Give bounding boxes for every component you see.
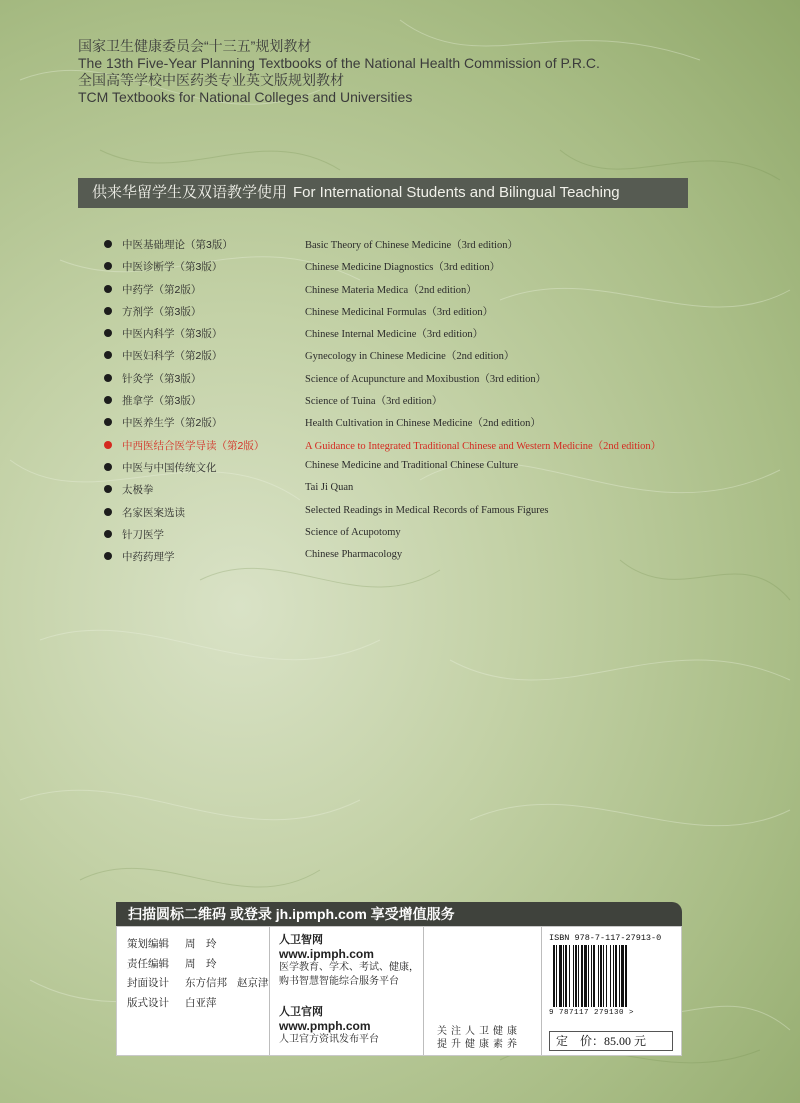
- barcode-bar: [593, 945, 595, 1007]
- divider: [423, 927, 424, 1055]
- book-list-item: [104, 524, 704, 546]
- book-title-zh: 中医养生学（第2版）: [122, 417, 223, 430]
- barcode-bar: [603, 945, 604, 1007]
- site-pmph: [279, 1005, 379, 1047]
- info-body: [116, 926, 682, 1056]
- barcode-bar: [610, 945, 611, 1007]
- audience-banner: [78, 178, 688, 208]
- book-title-zh: 中西医结合医学导读（第2版）: [122, 439, 265, 452]
- book-title-en: Chinese Medicinal Formulas（3rd edition）: [305, 306, 494, 318]
- price: 定 价：85.00 元: [549, 1031, 673, 1051]
- book-list-item: [104, 479, 704, 501]
- book-title-zh: 方剂学（第3版）: [122, 305, 202, 318]
- bullet-icon: [104, 396, 112, 404]
- barcode-bar: [575, 945, 577, 1007]
- follow-line: 提升健康素养: [437, 1039, 521, 1050]
- book-list-item: [104, 256, 704, 278]
- book-title-en: Chinese Medicine and Traditional Chinese Culture: [305, 459, 519, 471]
- credit-name: 东方信邦: [185, 977, 227, 989]
- book-list-item: [104, 502, 704, 524]
- credit-role: 封面设计: [127, 977, 169, 989]
- book-title-zh: 中医妇科学（第2版）: [122, 350, 223, 363]
- barcode-bar: [600, 945, 602, 1007]
- credit-role: 策划编辑: [127, 938, 169, 950]
- book-title-en: Selected Readings in Medical Records of Famous Figures: [305, 504, 549, 516]
- series-title-zh: 国家卫生健康委员会“十三五”规划教材: [78, 38, 312, 54]
- book-title-zh: 名家医案选读: [122, 506, 185, 519]
- book-list-item: [104, 390, 704, 412]
- series-subtitle-en: TCM Textbooks for National Colleges and Universities: [78, 89, 413, 105]
- book-title-zh: 中药学（第2版）: [122, 283, 202, 296]
- barcode-bar: [573, 945, 574, 1007]
- book-title-zh: 中药药理学: [122, 551, 175, 564]
- follow-line: 关注人卫健康: [437, 1026, 521, 1037]
- book-list-item: [104, 412, 704, 434]
- barcode-bar: [588, 945, 589, 1007]
- divider: [541, 927, 542, 1055]
- barcode-bar: [581, 945, 583, 1007]
- series-header: [78, 38, 600, 106]
- bullet-icon: [104, 351, 112, 359]
- book-title-en: Basic Theory of Chinese Medicine（3rd edition）: [305, 240, 518, 251]
- bullet-icon: [104, 463, 112, 471]
- book-title-en: Chinese Pharmacology: [305, 549, 403, 561]
- book-title-en: A Guidance to Integrated Traditional Chinese and Western Medicine（2nd edition）: [305, 440, 662, 452]
- barcode-bar: [584, 945, 587, 1007]
- barcode-bar: [619, 945, 620, 1007]
- site-url[interactable]: www.ipmph.com: [279, 947, 374, 961]
- bullet-icon: [104, 285, 112, 293]
- follow-slogan: [437, 1025, 521, 1051]
- book-title-zh: 中医与中国传统文化: [122, 461, 217, 474]
- barcode-bar: [553, 945, 555, 1007]
- book-title-en: Science of Acupuncture and Moxibustion（3rd edition）: [305, 373, 547, 385]
- credit-role: 版式设计: [127, 996, 169, 1009]
- series-title-en: The 13th Five-Year Planning Textbooks of the National Health Commission of P.R.C.: [78, 55, 600, 71]
- site-url[interactable]: www.pmph.com: [279, 1019, 371, 1033]
- bullet-icon: [104, 530, 112, 538]
- credit-row: [127, 955, 279, 975]
- book-list: [104, 234, 704, 568]
- book-title-en: Gynecology in Chinese Medicine（2nd edition）: [305, 351, 515, 363]
- bullet-icon: [104, 552, 112, 560]
- site-brand: 人卫智网: [279, 934, 323, 946]
- barcode-bar: [565, 945, 567, 1007]
- book-list-item: [104, 457, 704, 479]
- site-desc: 医学教育、学术、考试、健康，: [279, 962, 419, 973]
- barcode-bar: [606, 945, 607, 1007]
- barcode-digits: 9 787117 279130 >: [549, 1009, 635, 1017]
- credits: [127, 935, 279, 1013]
- book-list-item: [104, 435, 704, 457]
- barcode-bar: [591, 945, 592, 1007]
- barcode-bar: [559, 945, 562, 1007]
- credit-row: [127, 974, 279, 994]
- book-title-zh: 太极拳: [122, 484, 154, 497]
- book-title-zh: 中医诊断学（第3版）: [122, 261, 223, 274]
- barcode-bar: [621, 945, 624, 1007]
- audience-zh: 供来华留学生及双语教学使用: [92, 184, 288, 201]
- barcode-area: [549, 933, 675, 1017]
- site-desc: 人卫官方资讯发布平台: [279, 1034, 379, 1045]
- book-list-item: [104, 345, 704, 367]
- barcode-bar: [615, 945, 617, 1007]
- book-list-item: [104, 323, 704, 345]
- book-title-zh: 针灸学（第3版）: [122, 372, 202, 385]
- bullet-icon: [104, 508, 112, 516]
- book-title-zh: 推拿学（第3版）: [122, 395, 202, 408]
- bullet-icon: [104, 307, 112, 315]
- site-brand: 人卫官网: [279, 1006, 323, 1018]
- book-title-en: Science of Acupotomy: [305, 526, 401, 538]
- credit-role: 责任编辑: [127, 957, 169, 970]
- bullet-icon: [104, 485, 112, 493]
- book-title-en: Chinese Materia Medica（2nd edition）: [305, 284, 477, 296]
- book-list-item: [104, 368, 704, 390]
- bullet-icon: [104, 441, 112, 449]
- credit-name: 周 玲: [185, 938, 217, 950]
- credit-name: 白亚萍: [185, 996, 217, 1009]
- book-title-en: Tai Ji Quan: [305, 482, 354, 494]
- book-title-zh: 针刀医学: [122, 528, 164, 541]
- barcode-bar: [613, 945, 614, 1007]
- book-title-en: Chinese Medicine Diagnostics（3rd edition）: [305, 262, 501, 274]
- site-ipmph: [279, 933, 419, 989]
- book-list-item: [104, 234, 704, 256]
- divider: [269, 927, 270, 1055]
- book-title-en: Chinese Internal Medicine（3rd edition）: [305, 329, 484, 341]
- book-title-en: Science of Tuina（3rd edition）: [305, 396, 443, 408]
- series-subtitle-zh: 全国高等学校中医药类专业英文版规划教材: [78, 72, 344, 88]
- book-title-zh: 中医内科学（第3版）: [122, 328, 223, 341]
- bullet-icon: [104, 329, 112, 337]
- qr-banner: 扫描圆标二维码 或登录 jh.ipmph.com 享受增值服务: [116, 902, 682, 926]
- book-list-item: [104, 279, 704, 301]
- bullet-icon: [104, 262, 112, 270]
- audience-en: For International Students and Bilingual Teaching: [293, 184, 620, 201]
- bullet-icon: [104, 418, 112, 426]
- barcode-bar: [625, 945, 627, 1007]
- barcode-bar: [556, 945, 557, 1007]
- book-list-item: [104, 546, 704, 568]
- book-title-en: Health Cultivation in Chinese Medicine（2nd edition）: [305, 418, 541, 430]
- barcode-bar: [569, 945, 570, 1007]
- info-box: [116, 902, 682, 1056]
- site-desc: 购书智慧智能综合服务平台: [279, 976, 399, 987]
- bullet-icon: [104, 374, 112, 382]
- credit-name: 周 玲: [185, 957, 217, 970]
- credit-row: [127, 994, 279, 1014]
- credit-name: 赵京津: [237, 977, 269, 989]
- book-title-zh: 中医基础理论（第3版）: [122, 239, 233, 251]
- barcode: [549, 943, 675, 1009]
- isbn-text: ISBN 978-7-117-27913-0: [549, 933, 662, 943]
- book-list-item: [104, 301, 704, 323]
- credit-row: [127, 935, 279, 955]
- barcode-bar: [563, 945, 564, 1007]
- barcode-bar: [578, 945, 579, 1007]
- barcode-bar: [598, 945, 599, 1007]
- bullet-icon: [104, 240, 112, 248]
